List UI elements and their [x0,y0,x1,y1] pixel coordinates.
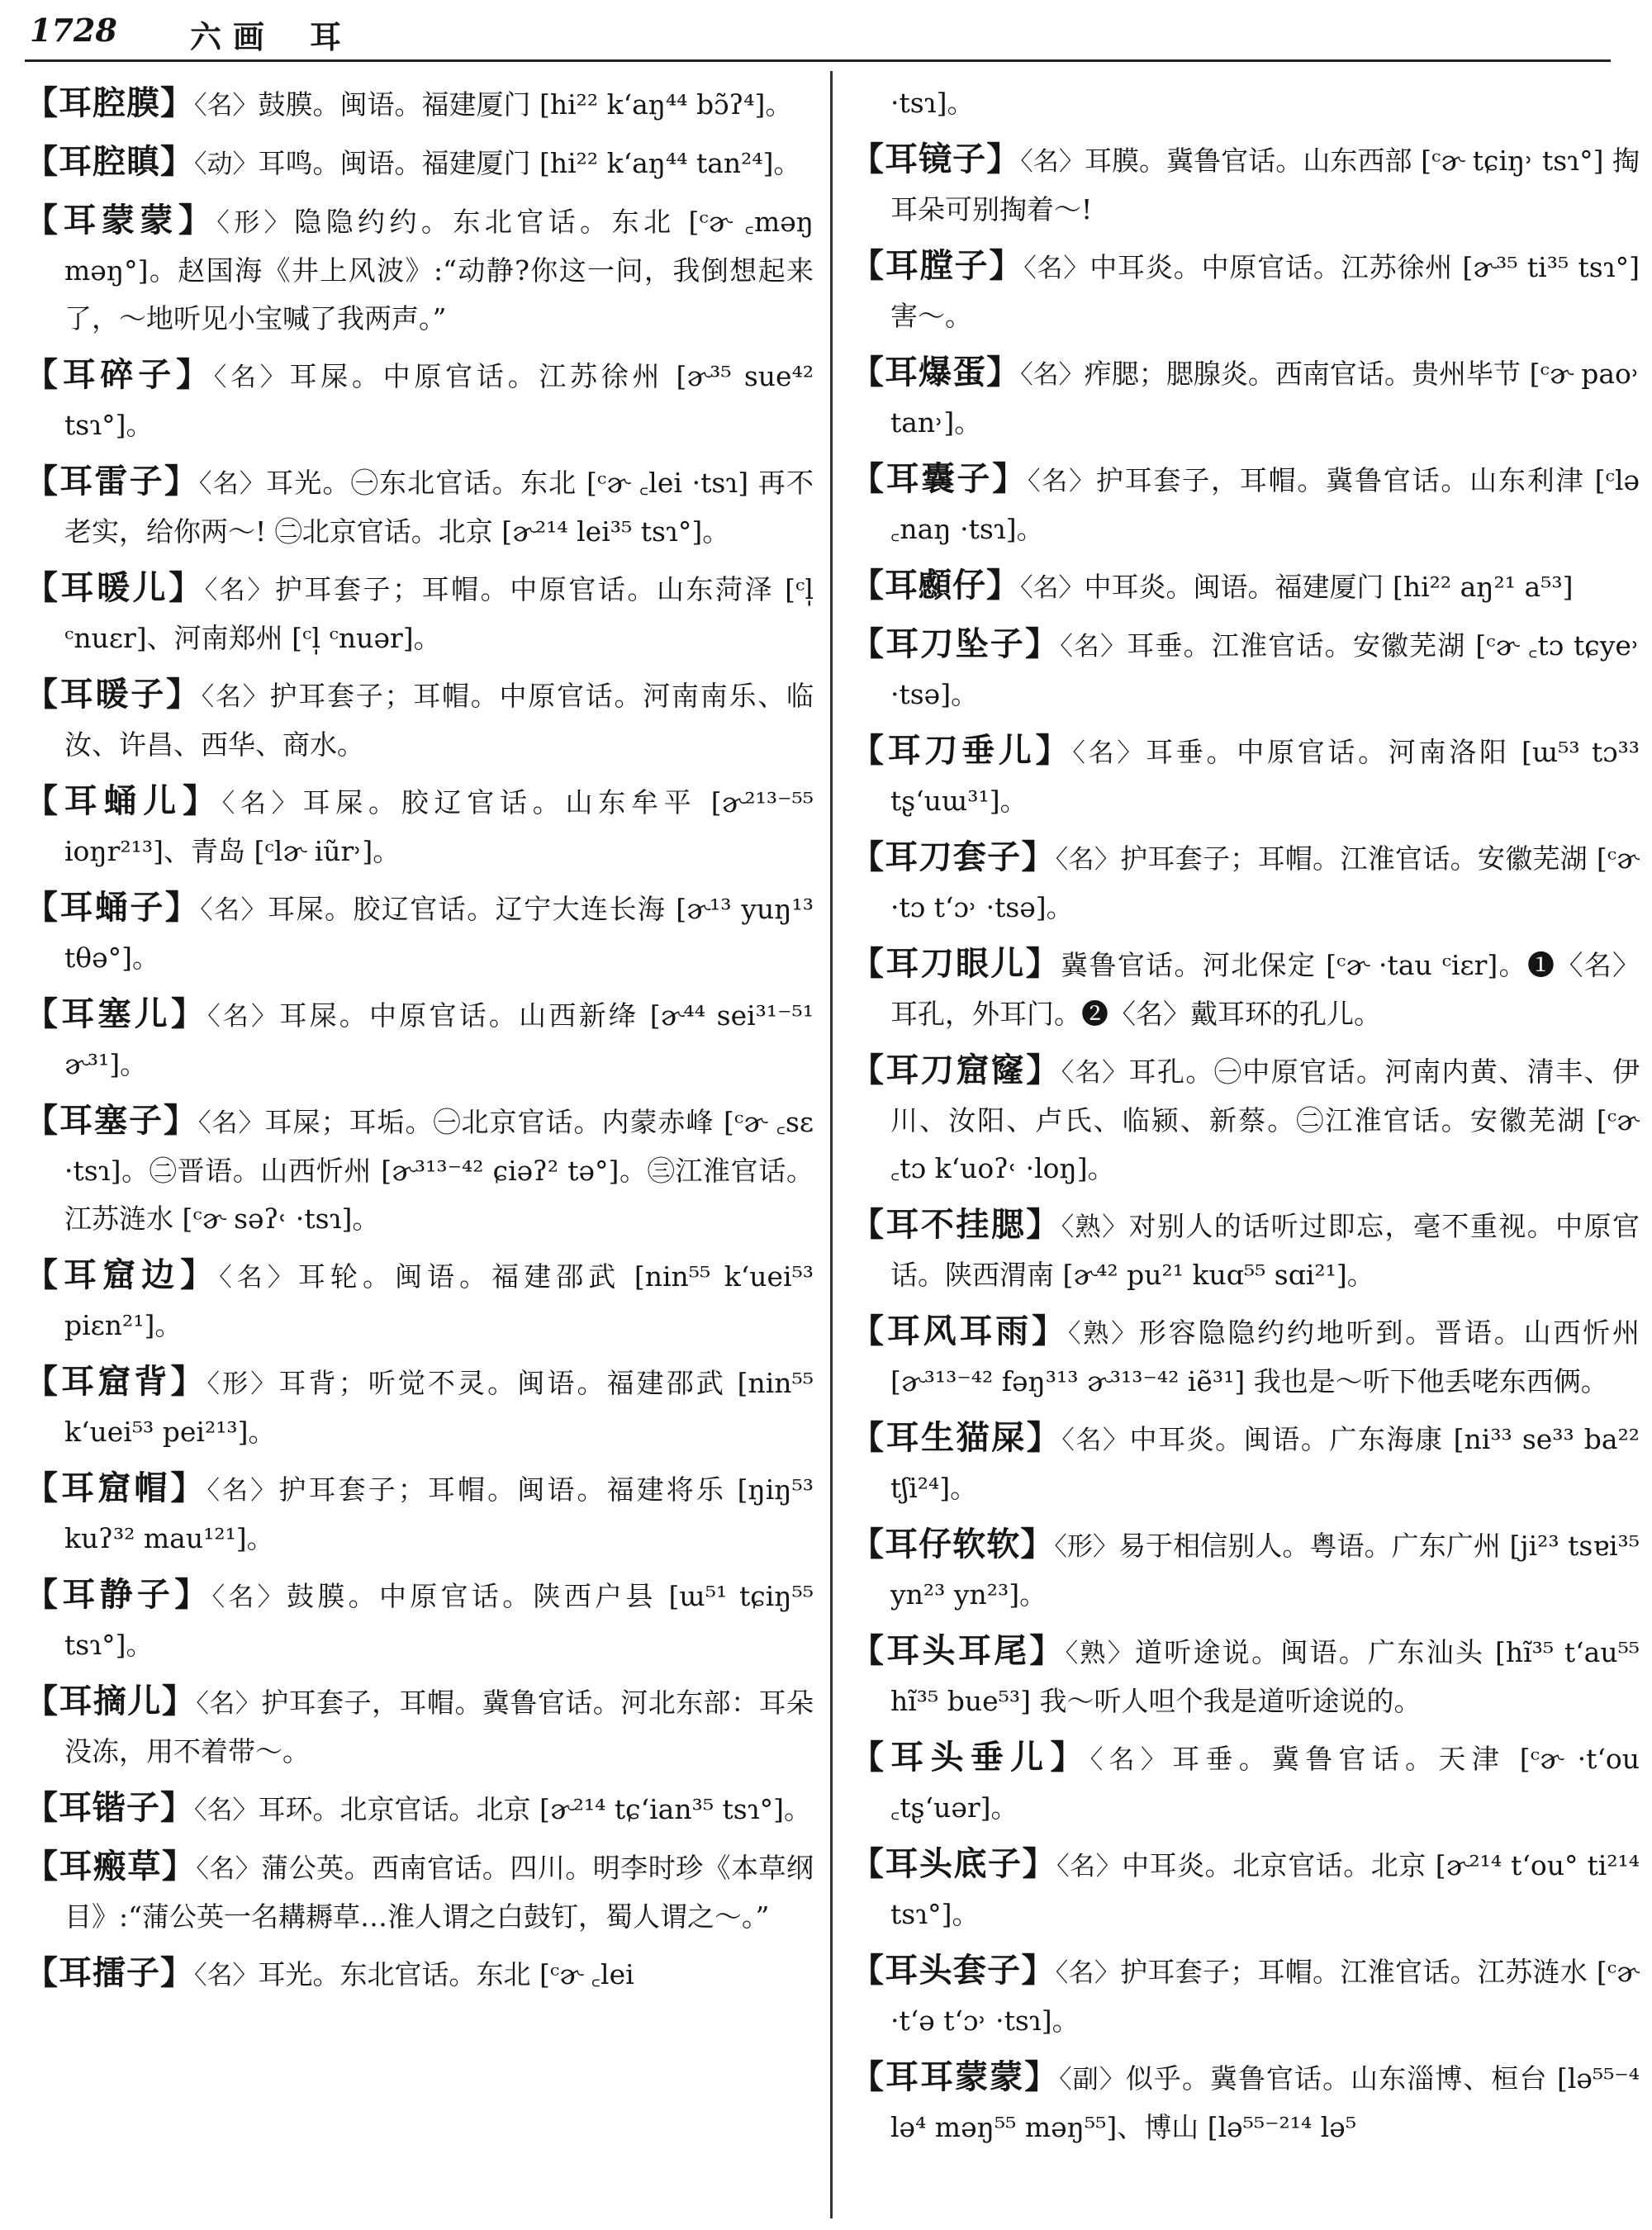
definition: 中耳炎。中原官话。江苏徐州 [ɚ³⁵ ti³⁵ tsɿ°] 害～。 [890,251,1640,332]
headword: 耳爆蛋 [885,353,987,391]
headword-bracket-open: 【 [25,1953,59,1992]
headword-bracket-open: 【 [25,1362,62,1401]
headword-bracket-open: 【 [851,1418,886,1457]
headword-bracket-close: 】 [989,246,1024,285]
headword: 耳刀垂儿 [887,731,1036,770]
entry-continuation: ·tsɿ]。 [890,87,975,119]
headword-bracket-open: 【 [25,994,62,1033]
definition: 耳屎。中原官话。山西新绛 [ɚ⁴⁴ sei³¹⁻⁵¹ ɚ³¹]。 [64,999,814,1080]
dictionary-entry [25,1097,814,1243]
headword-bracket-open: 【 [851,1844,885,1883]
headword-bracket-close: 】 [160,83,194,122]
headword-bracket-open: 【 [25,1847,59,1886]
part-of-speech: 〈名〉 [213,363,290,392]
dictionary-entry [851,833,1640,932]
headword: 耳刀套子 [885,837,1022,876]
part-of-speech: 〈名〉 [1055,1958,1121,1988]
headword-bracket-open: 【 [25,83,59,122]
headword-bracket-close: 】 [1025,944,1061,983]
headword-bracket-open: 【 [851,1051,886,1089]
dictionary-entry [25,564,814,662]
definition: 耳垂。江淮官话。安徽芜湖 [ᶜɚ ꜀tɔ tɕye˒ ·tsə]。 [890,629,1640,710]
headword-bracket-close: 】 [1026,1205,1061,1244]
headword-bracket-open: 【 [25,1682,59,1720]
headword-bracket-close: 】 [161,1682,197,1720]
part-of-speech: 〈熟〉 [1065,1639,1135,1668]
part-of-speech: 〈名〉 [1061,1426,1130,1455]
dictionary-entry [25,1784,814,1834]
headword: 耳暖子 [59,675,166,714]
headword-bracket-close: 】 [170,1468,207,1507]
dictionary-entry [25,1949,814,2000]
definition: 耳屎。胶辽官话。山东牟平 [ɚ²¹³⁻⁵⁵ ioŋr²¹³]、青岛 [ᶜlɚ iũr˒]。 [64,786,814,867]
headword: 耳腔膜 [59,83,160,122]
headword-bracket-close: 】 [986,353,1021,391]
headword-bracket-close: 】 [164,888,201,927]
headword: 耳暖儿 [60,568,169,607]
definition: 耳光。东北官话。东北 [ᶜɚ ꜀lei [258,1958,634,1990]
headword-bracket-close: 】 [1035,731,1073,770]
part-of-speech: 〈名〉 [194,91,259,121]
headword: 耳囊子 [885,459,993,498]
headword: 耳窟背 [61,1362,171,1401]
part-of-speech: 〈名〉 [1023,254,1090,283]
definition: 鼓膜。闽语。福建厦门 [hi²² k‘aŋ⁴⁴ bɔ̃ʔ⁴]。 [258,88,793,121]
dictionary-entry [851,940,1640,1038]
definition: 耳背；听觉不灵。闽语。福建邵武 [nin⁵⁵ k‘uei⁵³ pei²¹³]。 [64,1367,814,1448]
dictionary-entry [851,1840,1640,1938]
part-of-speech: 〈名〉 [1020,360,1085,390]
definition: 耳垂。冀鲁官话。天津 [ᶜɚ ·t‘ou ꜀tʂ‘uər]。 [890,1743,1640,1824]
part-of-speech: 〈动〉 [194,149,259,179]
part-of-speech: 〈名〉 [196,1689,262,1719]
headword: 耳头底子 [885,1844,1023,1883]
headword-bracket-open: 【 [25,1788,59,1827]
part-of-speech: 〈名〉 [207,1002,280,1032]
part-of-speech: 〈名〉 [201,682,270,712]
definition: 蒲公英。西南官话。四川。明李时珍《本草纲目》:“蒲公英一名耩耨草…淮人谓之白鼓钉，蜀人谓之～。” [64,1852,814,1933]
headword: 耳头耳尾 [886,1631,1030,1670]
part-of-speech: 〈名〉 [194,1796,259,1825]
headword: 耳风耳雨 [886,1312,1032,1350]
dictionary-entry [25,1843,814,1941]
part-of-speech: 〈名〉 [196,1854,262,1884]
headword-bracket-close: 】 [170,994,208,1033]
dictionary-entry [851,1521,1640,1619]
headword: 耳不挂腮 [885,1205,1027,1244]
dictionary-entry [25,351,814,449]
headword-bracket-close: 】 [164,1101,198,1140]
section-label: 六画 [190,18,277,55]
headword: 耳锴子 [59,1788,160,1827]
headword-bracket-close: 】 [175,355,214,394]
headword-bracket-close: 】 [1020,1525,1055,1563]
headword-bracket-close: 】 [992,459,1028,498]
headword-bracket-close: 】 [169,568,205,607]
headword-bracket-open: 【 [851,837,885,876]
part-of-speech: 〈名〉 [1056,1852,1123,1881]
definition: 耳光。㊀东北官话。东北 [ᶜɚ ꜀lei ·tsɿ] 再不老实，给你两～! ㊁北京官话。北京 [ɚ²¹⁴ lei³⁵ tsɿ°]。 [64,467,814,548]
headword: 耳刀窟窿 [885,1051,1027,1089]
part-of-speech: 〈名〉 [204,576,275,605]
dictionary-entry [851,1627,1640,1725]
headword: 耳䫲仔 [885,566,986,605]
headword-bracket-open: 【 [851,2057,886,2096]
headword: 耳蛹子 [59,888,165,927]
headword-bracket-close: 】 [1022,1844,1057,1883]
dictionary-entry [851,1046,1640,1193]
left-column [25,79,814,2227]
definition: 护耳套子；耳帽。中原官话。山东菏泽 [ᶜl̩ ᶜnuɛr]、河南郑州 [ᶜl̩ ᶜnuər]。 [64,573,814,654]
headword-bracket-close: 】 [986,140,1021,178]
part-of-speech: 〈名〉 [219,1263,298,1293]
headword-bracket-open: 【 [25,355,63,394]
headword: 耳塞子 [59,1101,164,1140]
headword: 耳镜子 [885,140,987,178]
dictionary-entry [25,1677,814,1776]
definition: 护耳套子；耳帽。江淮官话。安徽芜湖 [ᶜɚ ·tɔ t‘ɔ˒ ·tsə]。 [890,842,1640,923]
headword-bracket-close: 】 [1029,1631,1066,1670]
headword: 耳瘢草 [59,1847,162,1886]
part-of-speech: 〈名〉 [206,1476,279,1506]
headword: 耳静子 [62,1575,175,1614]
headword-bracket-open: 【 [25,675,60,714]
headword: 耳擂子 [59,1953,160,1992]
part-of-speech: 〈名〉 [1020,573,1085,603]
dictionary-entry [25,1571,814,1669]
dictionary-entry [25,1464,814,1563]
headword-bracket-open: 【 [25,1468,62,1507]
headword-bracket-close: 】 [1024,2057,1060,2096]
definition: 隐隐约约。东北官话。东北 [ᶜɚ ꜀məŋ məŋ°]。赵国海《井上风波》:“动静?你这一问，我倒想起来了，～地听见小宝喊了我两声。” [64,206,814,334]
dictionary-entry [851,135,1640,234]
part-of-speech: 〈名〉 [211,1582,287,1612]
definition: 鼓膜。中原官话。陕西户县 [ɯ⁵¹ tɕiŋ⁵⁵ tsɿ°]。 [64,1580,814,1661]
dictionary-entry [25,458,814,556]
definition: 耳膜。冀鲁官话。山东西部 [ᶜɚ tɕiŋ˒ tsɿ°] 掏耳朵可别掏着～! [890,145,1640,225]
definition: 耳鸣。闽语。福建厦门 [hi²² k‘aŋ⁴⁴ tan²⁴]。 [258,147,801,179]
definition: 护耳套子；耳帽。闽语。福建将乐 [ŋiŋ⁵³ kuʔ³² mau¹²¹]。 [64,1473,814,1554]
headword-bracket-close: 】 [170,1362,207,1401]
part-of-speech: 〈熟〉 [1067,1319,1139,1349]
definition: 中耳炎。北京官话。北京 [ɚ²¹⁴ t‘ou° ti²¹⁴ tsɿ°]。 [890,1849,1640,1930]
headword: 耳窟帽 [61,1468,171,1507]
headword: 耳生猫屎 [885,1418,1027,1457]
definition: 耳环。北京官话。北京 [ɚ²¹⁴ tɕ‘ian³⁵ tsɿ°]。 [258,1793,812,1825]
headword-bracket-close: 】 [174,1575,212,1614]
headword-bracket-open: 【 [25,201,64,240]
headword-bracket-open: 【 [851,353,885,391]
part-of-speech: 〈名〉 [194,1961,259,1990]
part-of-speech: 〈形〉 [206,1369,279,1399]
headword-bracket-open: 【 [851,459,886,498]
headword-bracket-open: 【 [25,1255,64,1294]
headword-bracket-close: 】 [161,1847,197,1886]
dictionary-entry [851,620,1640,719]
dictionary-entry [25,1358,814,1456]
headword-bracket-close: 】 [1021,837,1056,876]
dictionary-entry [851,1734,1640,1832]
dictionary-entry [851,349,1640,447]
dictionary-entry [851,1201,1640,1299]
headword-bracket-open: 【 [25,142,59,181]
headword: 耳头垂儿 [890,1738,1051,1777]
header-rule [25,59,1611,62]
definition: 耳垂。中原官话。河南洛阳 [ɯ⁵³ tɔ³³ tʂ‘uɯ³¹]。 [890,736,1640,817]
headword: 耳刀眼儿 [885,944,1026,983]
headword-bracket-open: 【 [851,1738,891,1777]
headword-bracket-open: 【 [851,1312,887,1350]
definition: 中耳炎。闽语。福建厦门 [hi²² aŋ²¹ a⁵³] [1084,571,1574,603]
headword-bracket-open: 【 [851,731,888,770]
headword: 耳窟边 [64,1255,181,1294]
part-of-speech: 〈名〉 [1061,1058,1129,1088]
headword-bracket-close: 】 [180,1255,220,1294]
definition: 耳屎。中原官话。江苏徐州 [ɚ³⁵ sue⁴² tsɿ°]。 [64,360,814,441]
definition: 护耳套子；耳帽。中原官话。河南南乐、临汝、许昌、西华、商水。 [64,680,814,761]
right-column [851,79,1640,2227]
headword-bracket-close: 】 [160,1953,194,1992]
headword-bracket-open: 【 [25,781,64,820]
headword: 耳雷子 [59,462,164,501]
dictionary-entry [851,1414,1640,1512]
headword-bracket-close: 】 [1026,1418,1062,1457]
part-of-speech: 〈名〉 [199,469,267,499]
headword-bracket-open: 【 [25,888,60,927]
dictionary-entry [851,2053,1640,2152]
dictionary-entry [25,197,814,343]
dictionary-entry [25,884,814,982]
headword-bracket-close: 】 [178,201,217,240]
headword: 耳刀坠子 [885,624,1025,663]
definition: 耳轮。闽语。福建邵武 [nin⁵⁵ k‘uei⁵³ piɛn²¹]。 [64,1260,814,1341]
headword-bracket-open: 【 [851,566,885,605]
definition: 似乎。冀鲁官话。山东淄博、桓台 [lə⁵⁵⁻⁴ lə⁴ məŋ⁵⁵ məŋ⁵⁵]、博山 [lə⁵⁵⁻²¹⁴ lə⁵ [890,2062,1640,2143]
part-of-speech: 〈形〉 [1054,1532,1119,1562]
headword-bracket-close: 】 [166,675,202,714]
dictionary-entry [851,1947,1640,2045]
definition: 对别人的话听过即忘，毫不重视。中原官话。陕西渭南 [ɚ⁴² pu²¹ kuɑ⁵⁵ sɑi²¹]。 [890,1210,1640,1291]
column-divider [830,71,833,2218]
definition: 护耳套子；耳帽。江淮官话。江苏涟水 [ᶜɚ ·t‘ə t‘ɔ˒ ·tsɿ]。 [890,1956,1640,2037]
part-of-speech: 〈熟〉 [1061,1212,1129,1242]
dictionary-entry [25,990,814,1089]
headword-bracket-close: 】 [183,781,222,820]
dictionary-entry [25,79,814,130]
headword-bracket-close: 】 [164,462,200,501]
headword: 耳仔软软 [885,1525,1021,1563]
dictionary-entry [851,242,1640,340]
dictionary-entry [851,455,1640,553]
headword: 耳耳蒙蒙 [885,2057,1025,2096]
part-of-speech: 〈名〉 [1027,467,1096,496]
definition: 耳屎；耳垢。㊀北京官话。内蒙赤峰 [ᶜɚ ꜀sɛ ·tsɿ]。㊁晋语。山西忻州 [ɚ³¹³⁻⁴² ɕiəʔ² tə°]。㊂江淮官话。江苏涟水 [ᶜɚ səʔ˓ ·tsɿ]。 [64,1106,814,1235]
headword-bracket-open: 【 [851,1951,885,1990]
headword-bracket-close: 】 [160,142,194,181]
definition: 道听途说。闽语。广东汕头 [hĩ³⁵ t‘au⁵⁵ hĩ³⁵ bue⁵³] 我～听人呾个我是道听途说的。 [890,1636,1640,1717]
part-of-speech: 〈名〉 [198,1108,265,1138]
headword-bracket-close: 】 [1026,1051,1061,1089]
dictionary-entry [25,138,814,188]
radical-character: 耳 [310,18,342,55]
part-of-speech: 〈名〉 [1020,147,1085,177]
headword-bracket-close: 】 [986,566,1020,605]
headword-bracket-open: 【 [851,140,885,178]
definition: 冀鲁官话。河北保定 [ᶜɚ ·tau ᶜiɛr]。❶〈名〉耳孔，外耳门。❷〈名〉戴耳环的孔儿。 [890,949,1640,1030]
dictionary-entry [25,1251,814,1350]
definition: 形容隐隐约约地听到。晋语。山西忻州 [ɚ³¹³⁻⁴² fəŋ³¹³ ɚ³¹³⁻⁴² iẽ³¹] 我也是～听下他丢咾东西俩。 [890,1317,1640,1397]
headword-bracket-open: 【 [25,1575,63,1614]
definition: 易于相信别人。粤语。广东广州 [ji²³ tsɐi³⁵ yn²³ yn²³]。 [890,1530,1640,1611]
part-of-speech: 〈名〉 [200,895,268,925]
headword: 耳膛子 [885,246,990,285]
page-number: 1728 [30,12,117,49]
headword-bracket-open: 【 [851,246,885,285]
headword-bracket-open: 【 [851,1525,885,1563]
headword: 耳蛹儿 [64,781,183,820]
headword-bracket-open: 【 [851,944,886,983]
headword: 耳头套子 [885,1951,1022,1990]
definition: 护耳套子，耳帽。冀鲁官话。山东利津 [ᶜlə ꜀naŋ ·tsɿ]。 [890,464,1640,545]
definition: 痄腮；腮腺炎。西南官话。贵州毕节 [ᶜɚ pao˒ tan˒]。 [890,358,1640,439]
headword-bracket-close: 】 [1050,1738,1090,1777]
page-header [25,8,1611,59]
part-of-speech: 〈名〉 [221,789,303,818]
part-of-speech: 〈名〉 [1060,632,1127,662]
headword: 耳摘儿 [59,1682,162,1720]
headword-bracket-open: 【 [25,1101,59,1140]
headword-bracket-close: 】 [1024,624,1061,663]
headword: 耳腔瞋 [59,142,160,181]
dictionary-entry [851,1307,1640,1406]
part-of-speech: 〈名〉 [1055,845,1121,875]
headword: 耳碎子 [62,355,176,394]
headword-bracket-open: 【 [25,462,60,501]
dictionary-entry [851,727,1640,825]
headword-bracket-close: 】 [1021,1951,1056,1990]
dictionary-entry [25,777,814,875]
dictionary-entry [25,671,814,769]
headword-bracket-close: 】 [160,1788,194,1827]
headword-bracket-open: 【 [25,568,61,607]
definition: 耳孔。㊀中原官话。河南内黄、清丰、伊川、汝阳、卢氏、临颍、新蔡。㊁江淮官话。安徽芜湖 [ᶜɚ ꜀tɔ k‘uoʔ˓ ·loŋ]。 [890,1056,1640,1184]
headword: 耳塞儿 [61,994,171,1033]
dictionary-entry [851,562,1640,612]
part-of-speech: 〈名〉 [1072,738,1146,768]
part-of-speech: 〈形〉 [216,208,295,238]
definition: 中耳炎。闽语。广东海康 [ni³³ se³³ ba²² tʃi²⁴]。 [890,1423,1640,1504]
definition: 护耳套子，耳帽。冀鲁官话。河北东部：耳朵没冻，用不着带～。 [64,1687,814,1767]
definition: 耳屎。胶辽官话。辽宁大连长海 [ɚ¹³ yuŋ¹³ tθə°]。 [64,893,814,974]
headword-bracket-close: 】 [1032,1312,1068,1350]
part-of-speech: 〈副〉 [1059,2065,1126,2095]
headword: 耳蒙蒙 [63,201,178,240]
headword-bracket-open: 【 [851,1205,886,1244]
part-of-speech: 〈名〉 [1089,1745,1173,1775]
headword-bracket-open: 【 [851,624,886,663]
headword-bracket-open: 【 [851,1631,887,1670]
